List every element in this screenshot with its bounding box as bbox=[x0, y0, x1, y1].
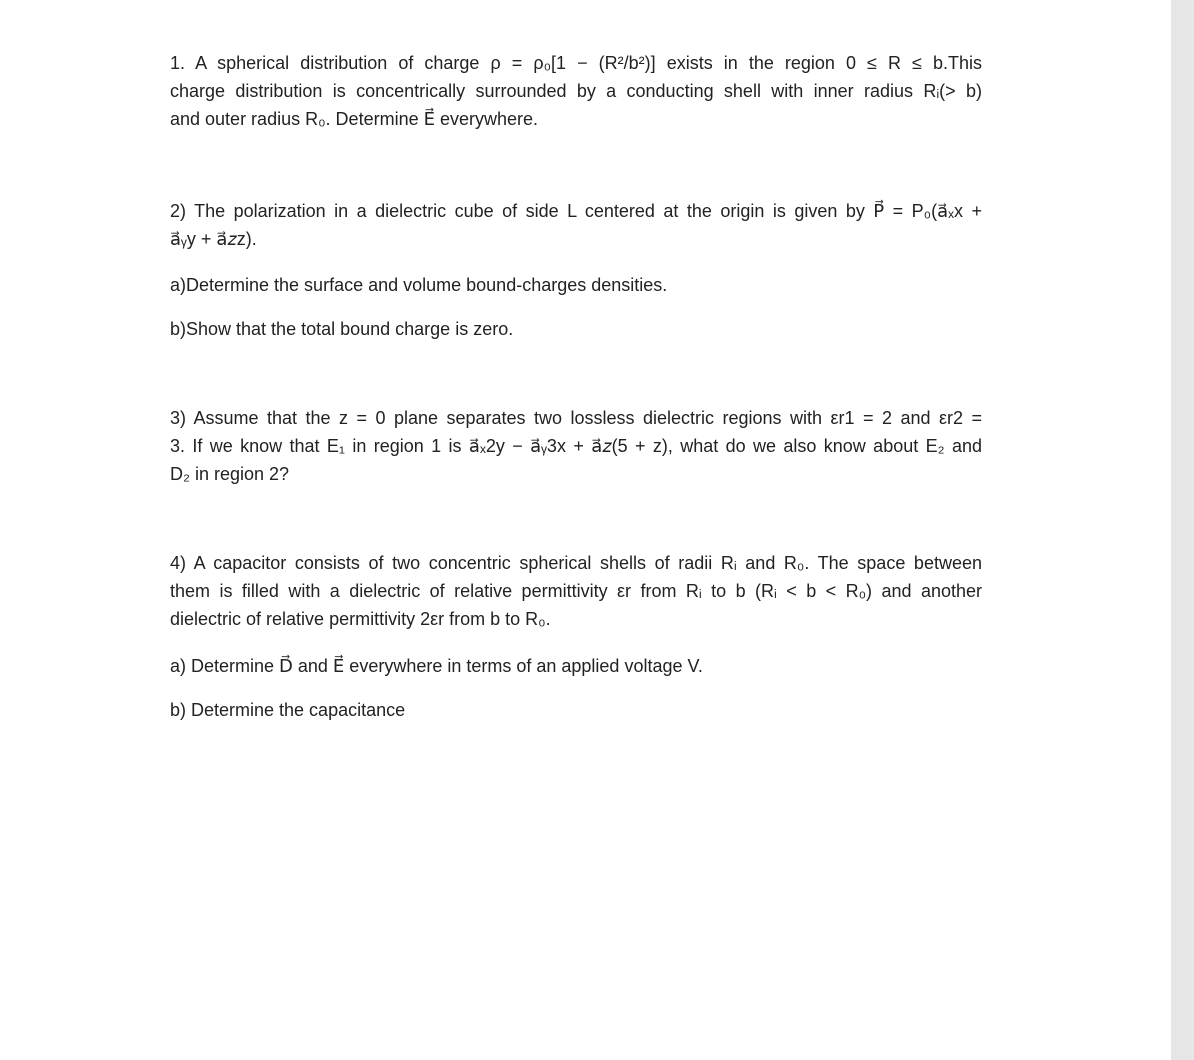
question-4-line-3: dielectric of relative permittivity 2εr from b to R₀. bbox=[170, 609, 551, 629]
question-3-line-2: 3. If we know that E₁ in region 1 is a⃗ₓ2y − a⃗ᵧ3x + a⃗𝑧(5 + z), what do we also know about E₂ and bbox=[170, 436, 982, 456]
question-1-line-1: 1. A spherical distribution of charge ρ = ρ₀[1 − (R²/b²)] exists in the region 0 ≤ R ≤ b.This bbox=[170, 53, 982, 73]
question-4-part-a: a) Determine D⃗ and E⃗ everywhere in terms of an applied voltage V. bbox=[170, 656, 703, 676]
question-4 bbox=[170, 549, 982, 633]
document-content bbox=[170, 49, 982, 720]
question-4-part-b: b) Determine the capacitance bbox=[170, 700, 406, 720]
question-3-line-1: 3) Assume that the z = 0 plane separates two lossless dielectric regions with εr1 = 2 and εr2 = bbox=[170, 408, 982, 428]
question-1-line-3: and outer radius R₀. Determine E⃗ everywhere. bbox=[170, 109, 539, 129]
question-2-line-1: 2) The polarization in a dielectric cube of side L centered at the origin is given by P⃗ = P₀(a⃗ₓx + bbox=[170, 201, 982, 221]
question-3-line-3: D₂ in region 2? bbox=[170, 464, 290, 484]
question-3 bbox=[170, 404, 982, 488]
question-1 bbox=[170, 49, 982, 133]
question-1-line-2: charge distribution is concentrically surrounded by a conducting shell with inner radius Rᵢ(> b) bbox=[170, 81, 982, 101]
question-4-line-1: 4) A capacitor consists of two concentric spherical shells of radii Rᵢ and R₀. The space between bbox=[170, 553, 982, 573]
vertical-scrollbar[interactable] bbox=[1171, 0, 1194, 1060]
question-4-line-2: them is filled with a dielectric of relative permittivity εr from Rᵢ to b (Rᵢ < b < R₀) and another bbox=[170, 581, 982, 601]
question-2 bbox=[170, 197, 982, 253]
question-2-part-b: b)Show that the total bound charge is zero. bbox=[170, 319, 514, 339]
question-2-line-2: a⃗ᵧy + a⃗𝑧z). bbox=[170, 229, 257, 249]
question-2-part-a: a)Determine the surface and volume bound-charges densities. bbox=[170, 275, 668, 295]
